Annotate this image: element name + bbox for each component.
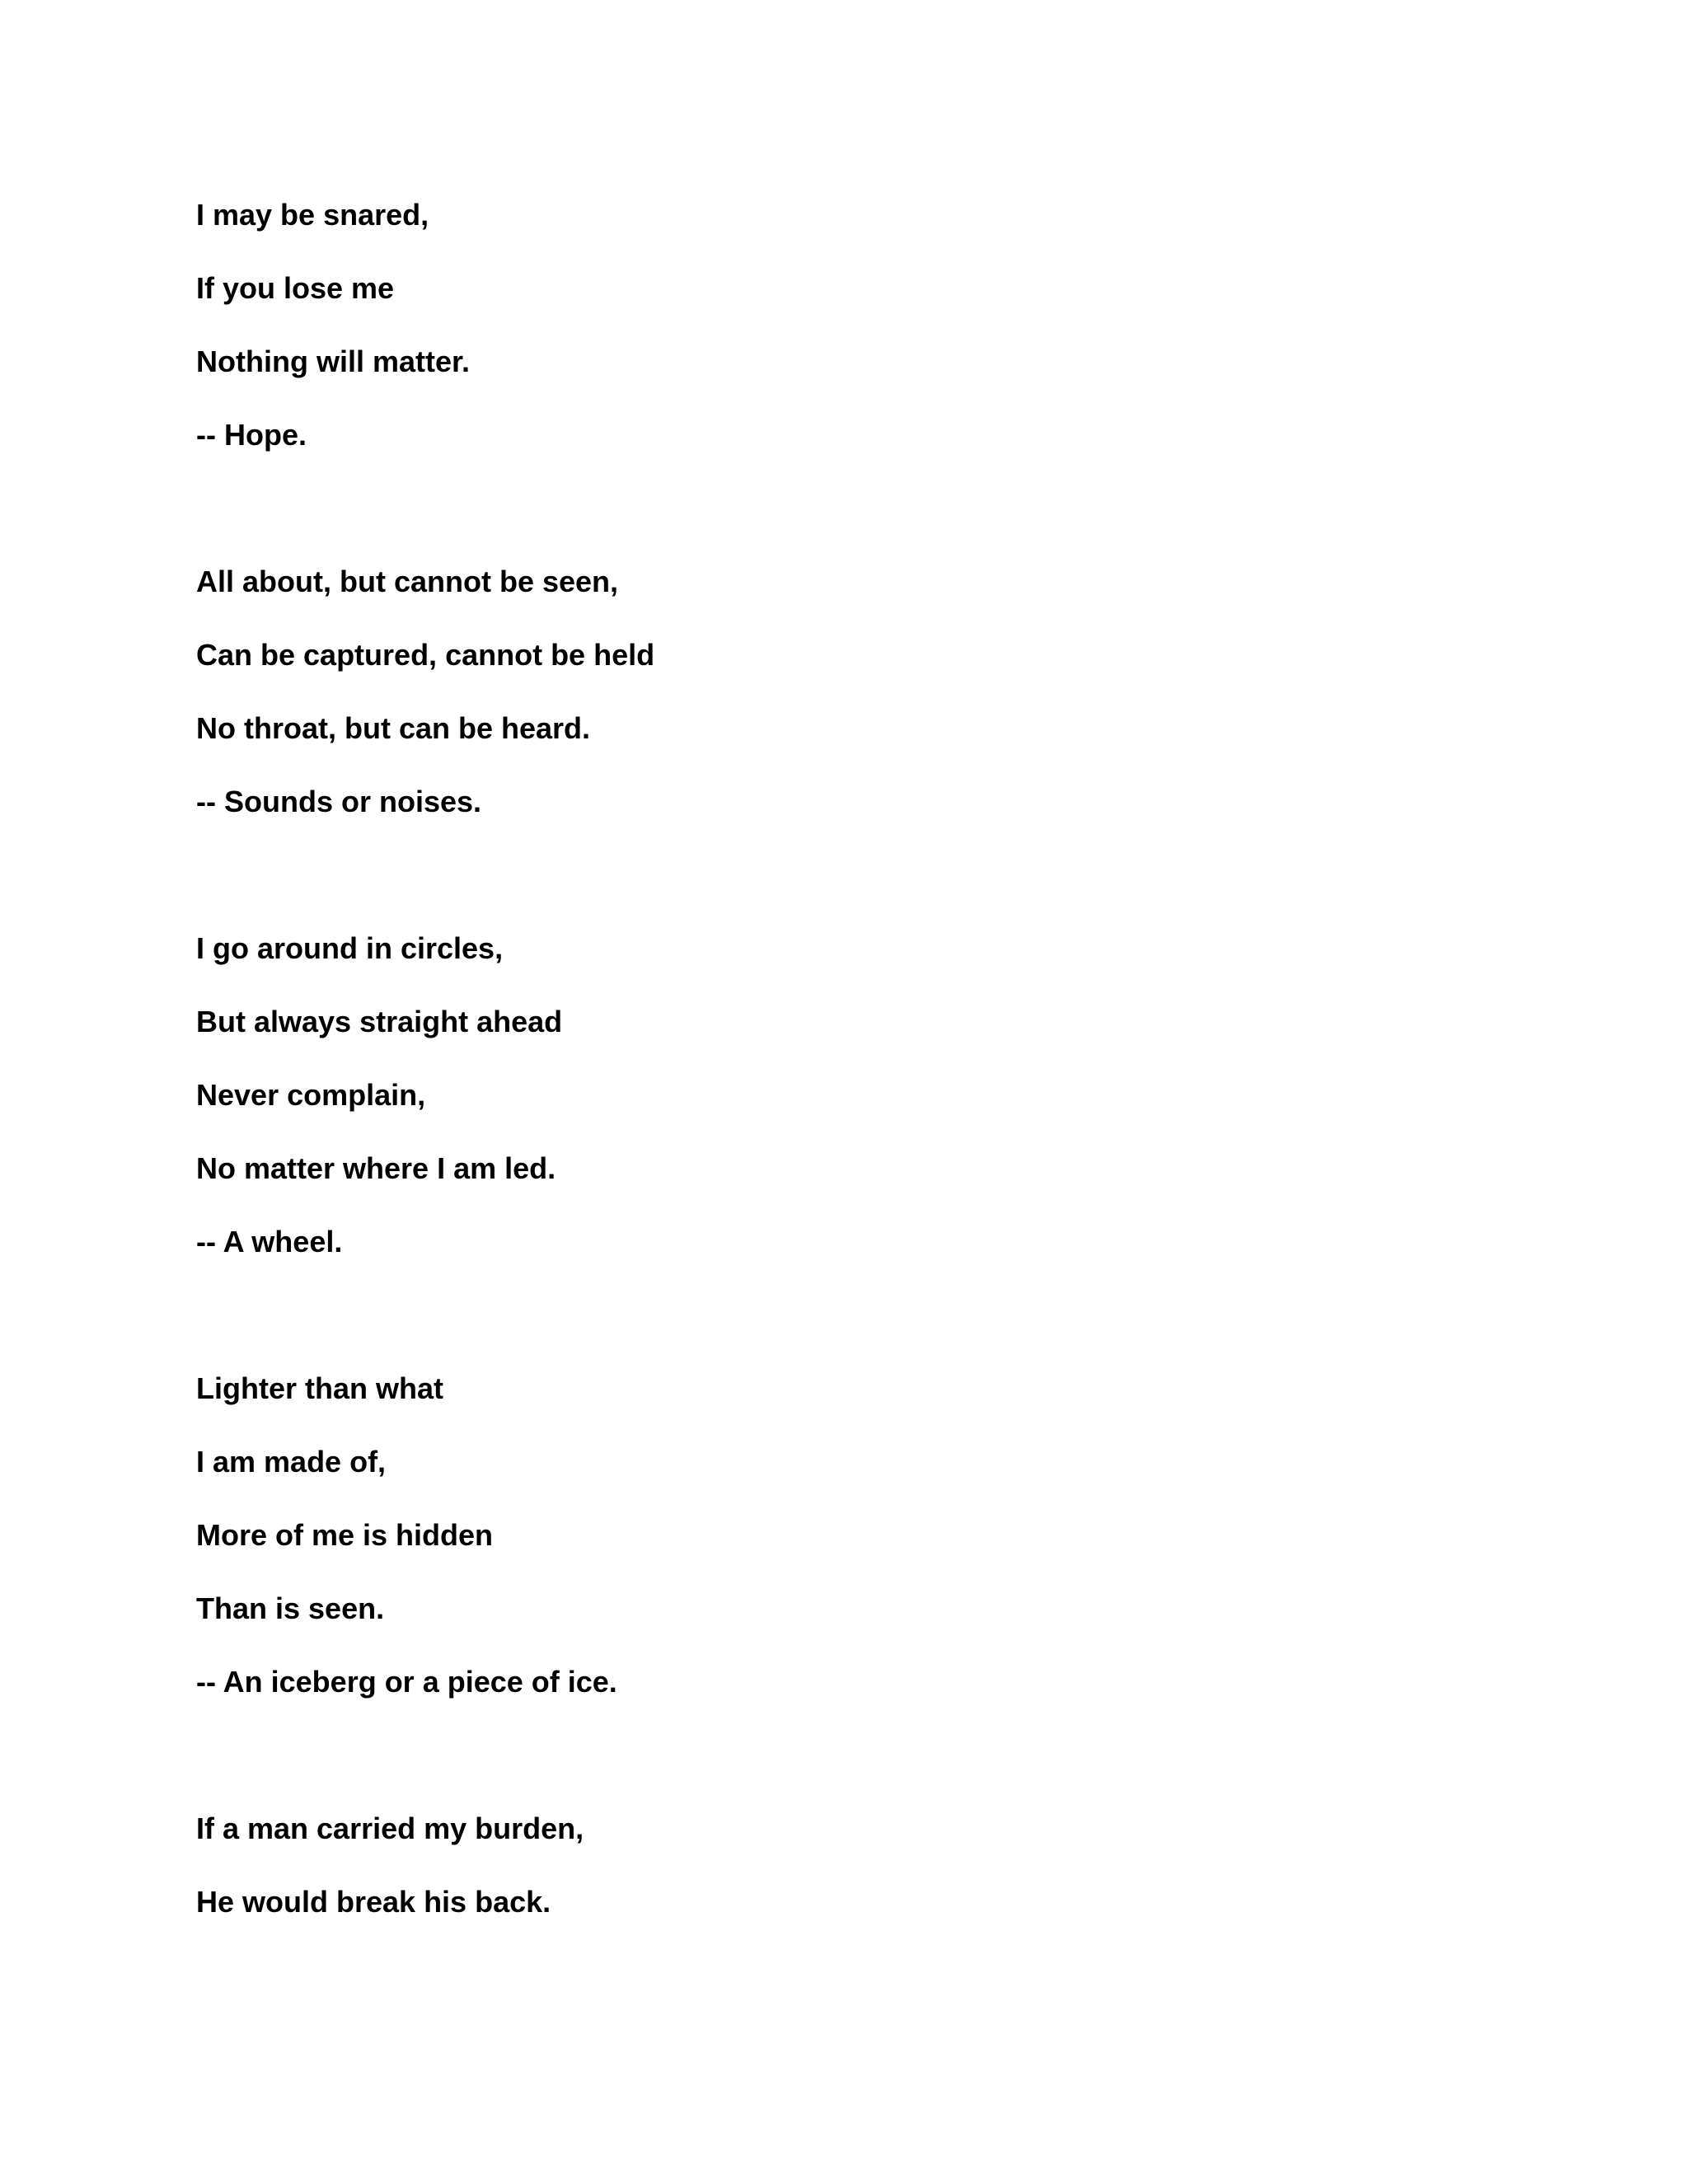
riddle-1-line-3: Nothing will matter.	[196, 344, 471, 378]
riddle-3-line-1: I go around in circles,	[196, 931, 504, 965]
riddle-3-answer: -- A wheel.	[196, 1225, 343, 1258]
riddle-4-answer: -- An iceberg or a piece of ice.	[196, 1665, 617, 1699]
riddle-3-line-3: Never complain,	[196, 1078, 426, 1112]
riddle-5-line-2: He would break his back.	[196, 1885, 551, 1919]
riddle-4-line-1: Lighter than what	[196, 1371, 443, 1405]
riddle-4-line-3: More of me is hidden	[196, 1518, 494, 1552]
riddle-1-line-1: I may be snared,	[196, 198, 429, 232]
riddle-2-answer: -- Sounds or noises.	[196, 785, 482, 818]
riddle-2-line-1: All about, but cannot be seen,	[196, 565, 619, 598]
riddle-1-line-2: If you lose me	[196, 271, 395, 305]
riddle-1-answer: -- Hope.	[196, 418, 307, 452]
riddle-4-line-2: I am made of,	[196, 1445, 387, 1479]
riddle-4-line-4: Than is seen.	[196, 1591, 385, 1625]
riddle-2-line-3: No throat, but can be heard.	[196, 711, 591, 745]
riddle-5-line-1: If a man carried my burden,	[196, 1811, 584, 1845]
riddle-3-line-2: But always straight ahead	[196, 1005, 563, 1038]
riddle-2-line-2: Can be captured, cannot be held	[196, 638, 655, 672]
riddle-3-line-4: No matter where I am led.	[196, 1151, 556, 1185]
